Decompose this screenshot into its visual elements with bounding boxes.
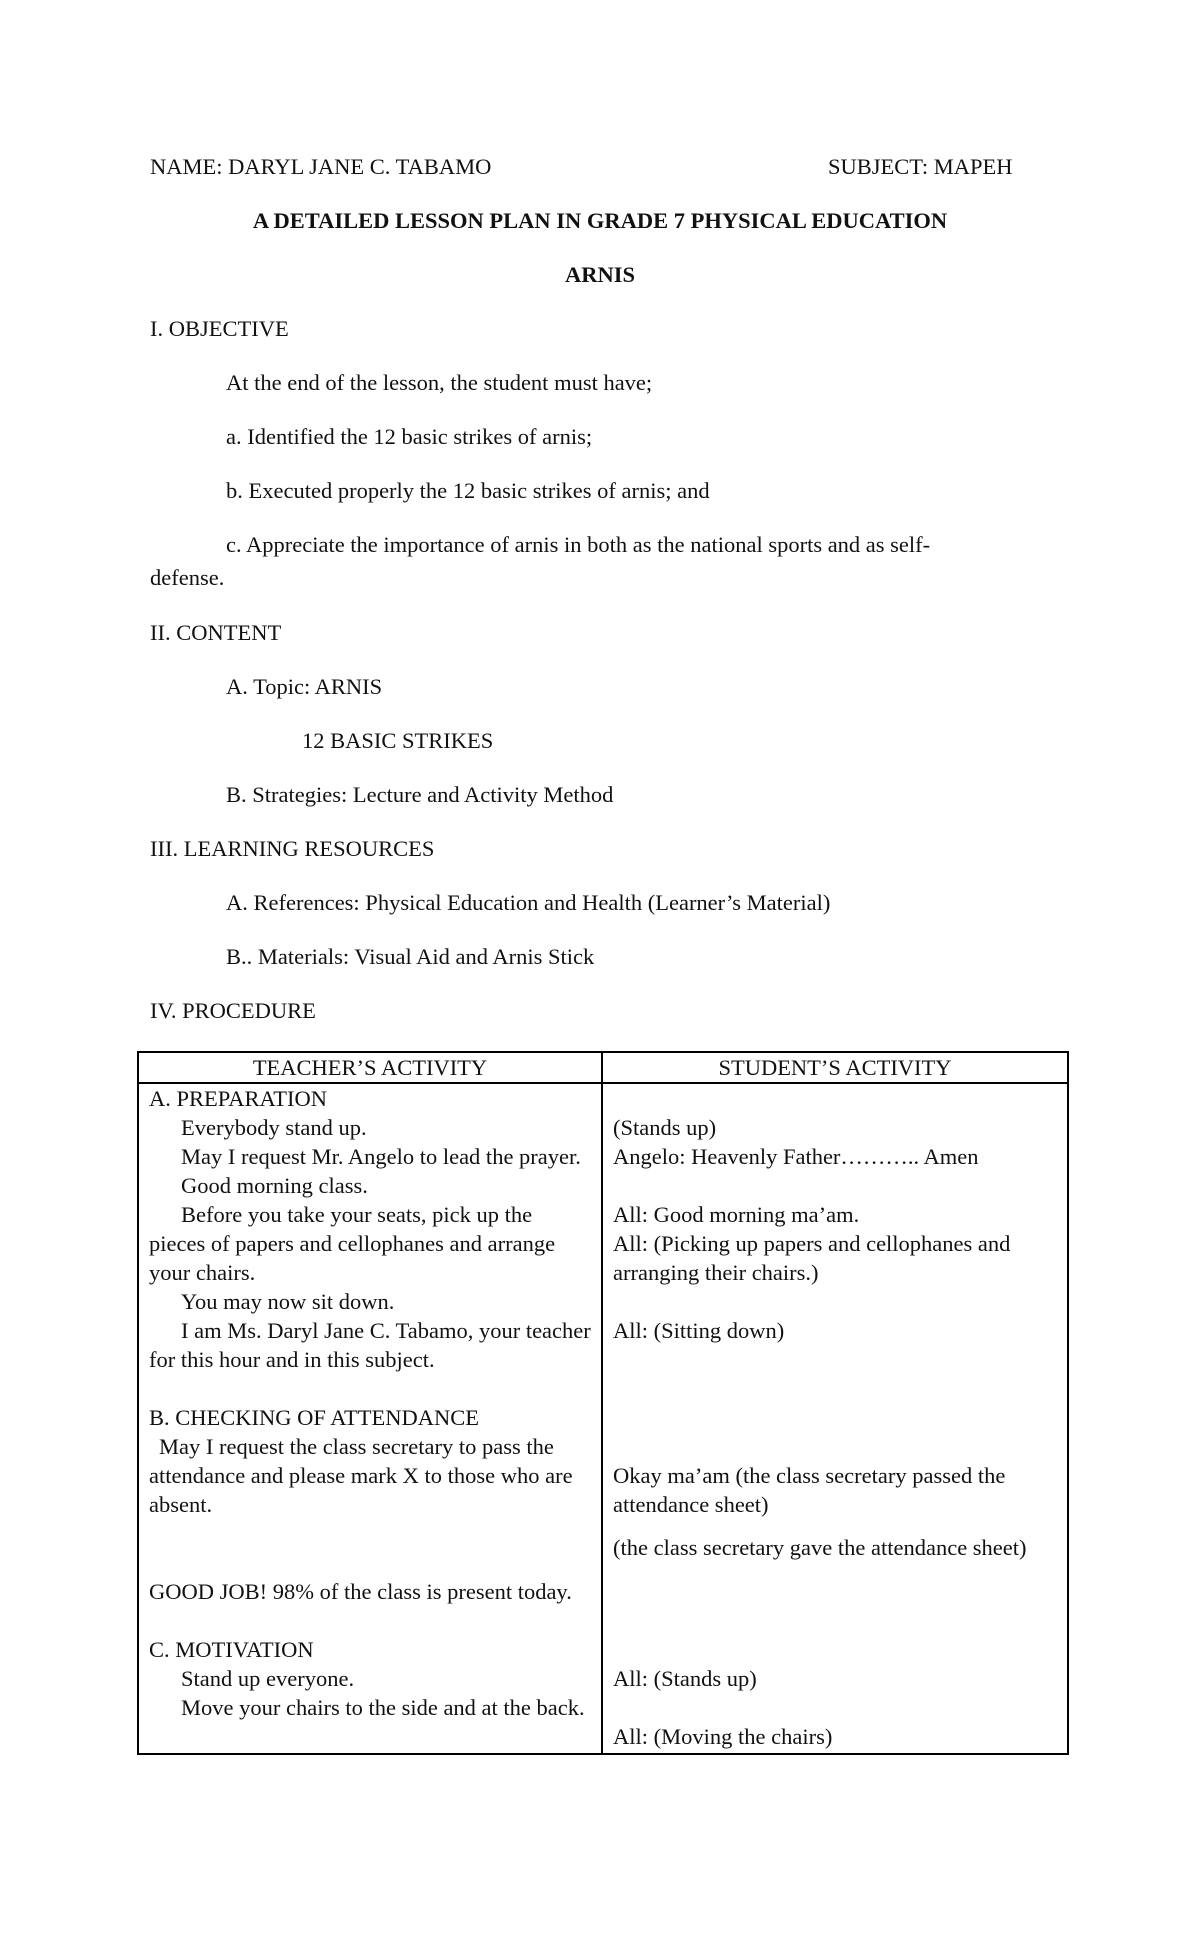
teacher-line: You may now sit down.	[181, 1289, 395, 1314]
spacer	[613, 1374, 1057, 1403]
spacer	[613, 1591, 1057, 1635]
spacer	[613, 1562, 1057, 1591]
objective-heading: I. OBJECTIVE	[150, 316, 289, 341]
teacher-line: Everybody stand up.	[181, 1115, 367, 1140]
spacer	[613, 1287, 1057, 1316]
teacher-column-header: TEACHER’S ACTIVITY	[138, 1052, 602, 1083]
student-line: All: (Moving the chairs)	[613, 1724, 833, 1749]
resources-references: A. References: Physical Education and Health (Learner’s Material)	[226, 890, 831, 915]
spacer	[613, 1403, 1057, 1432]
student-line: (Stands up)	[613, 1115, 717, 1140]
spacer	[613, 1171, 1057, 1200]
teacher-line: Before you take your seats, pick up the pieces of papers and cellophanes and arrange your chairs.	[149, 1202, 556, 1285]
spacer	[613, 1432, 1057, 1461]
teacher-activity-cell	[138, 1083, 602, 1754]
student-line: All: (Sitting down)	[613, 1318, 785, 1343]
spacer	[613, 1693, 1057, 1722]
preparation-heading: A. PREPARATION	[149, 1086, 327, 1111]
spacer	[149, 1606, 591, 1635]
student-line: All: (Picking up papers and cellophanes and arranging their chairs.)	[613, 1231, 1011, 1285]
content-topic-sub: 12 BASIC STRIKES	[302, 728, 494, 753]
teacher-line: May I request Mr. Angelo to lead the prayer.	[181, 1144, 581, 1169]
objective-intro: At the end of the lesson, the student must have;	[226, 370, 653, 395]
content-topic: A. Topic: ARNIS	[226, 674, 383, 699]
teacher-line: Stand up everyone.	[181, 1666, 355, 1691]
resources-materials: B.. Materials: Visual Aid and Arnis Stick	[226, 944, 595, 969]
objective-item-c-continued: defense.	[150, 565, 225, 590]
teacher-line: Good morning class.	[181, 1173, 368, 1198]
procedure-heading: IV. PROCEDURE	[150, 998, 316, 1023]
table-header-row	[138, 1052, 1068, 1083]
spacer	[149, 1548, 591, 1577]
teacher-line: I am Ms. Daryl Jane C. Tabamo, your teacher for this hour and in this subject.	[149, 1318, 591, 1372]
spacer	[613, 1519, 1057, 1533]
document-subtitle: ARNIS	[564, 262, 636, 287]
student-line: All: (Stands up)	[613, 1666, 757, 1691]
teacher-line: May I request the class secretary to pass the attendance and please mark X to those who are absent.	[149, 1434, 573, 1517]
student-line: Angelo: Heavenly Father……….. Amen	[613, 1144, 979, 1169]
student-line: All: Good morning ma’am.	[613, 1202, 860, 1227]
teacher-line: Move your chairs to the side and at the back.	[181, 1695, 585, 1720]
student-activity-cell	[602, 1083, 1068, 1754]
student-column-header: STUDENT’S ACTIVITY	[602, 1052, 1068, 1083]
table-row	[138, 1083, 1068, 1754]
student-line: (the class secretary gave the attendance sheet)	[613, 1535, 1027, 1560]
spacer	[613, 1635, 1057, 1664]
objective-item-c: c. Appreciate the importance of arnis in both as the national sports and as self-	[226, 532, 931, 557]
attendance-heading: B. CHECKING OF ATTENDANCE	[149, 1405, 480, 1430]
objective-item-b: b. Executed properly the 12 basic strikes of arnis; and	[226, 478, 710, 503]
procedure-table	[137, 1051, 1069, 1755]
document-title: A DETAILED LESSON PLAN IN GRADE 7 PHYSICAL EDUCATION	[252, 208, 948, 233]
objective-item-a: a. Identified the 12 basic strikes of arnis;	[226, 424, 593, 449]
subject-field: SUBJECT: MAPEH	[828, 154, 1013, 179]
name-field: NAME: DARYL JANE C. TABAMO	[150, 154, 492, 179]
spacer	[613, 1084, 1057, 1113]
content-strategies: B. Strategies: Lecture and Activity Method	[226, 782, 614, 807]
student-line: Okay ma’am (the class secretary passed the attendance sheet)	[613, 1463, 1006, 1517]
motivation-heading: C. MOTIVATION	[149, 1637, 314, 1662]
spacer	[149, 1374, 591, 1403]
resources-heading: III. LEARNING RESOURCES	[150, 836, 435, 861]
spacer	[149, 1519, 591, 1548]
spacer	[613, 1345, 1057, 1374]
teacher-line: GOOD JOB! 98% of the class is present today.	[149, 1579, 572, 1604]
content-heading: II. CONTENT	[150, 620, 282, 645]
